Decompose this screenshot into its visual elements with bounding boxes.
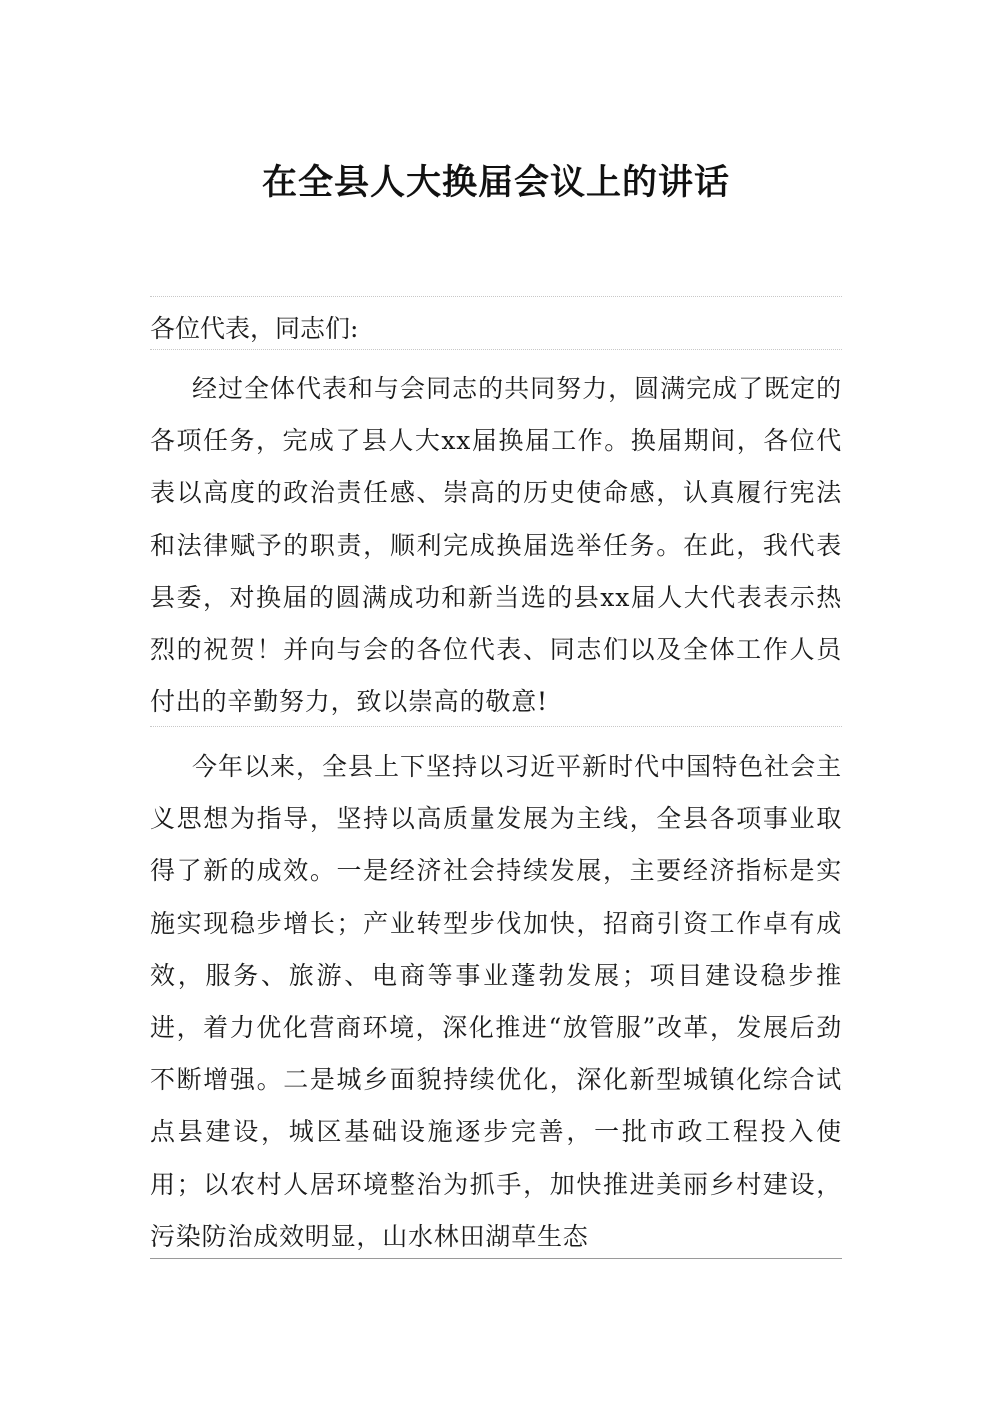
salutation: 各位代表，同志们: <box>150 314 359 343</box>
paragraph-1: 经过全体代表和与会同志的共同努力，圆满完成了既定的各项任务，完成了县人大xx届换届工作。换届期间，各位代表以高度的政治责任感、崇高的历史使命感，认真履行宪法和法律赋予的职责，顺利完成换届选举任务。在此，我代表县委，对换届的圆满成功和新当选的县xx届人大代表表示热烈的祝贺！并向与会的各位代表、同志们以及全体工作人员付出的辛勤努力，致以崇高的敬意! <box>150 374 842 717</box>
divider-top <box>150 296 842 297</box>
divider-after-paragraph-1 <box>150 726 842 727</box>
page-bottom-rule <box>150 1258 842 1259</box>
divider-after-salutation <box>150 349 842 350</box>
document-title: 在全县人大换届会议上的讲话 <box>261 162 730 203</box>
paragraph-2: 今年以来，全县上下坚持以习近平新时代中国特色社会主义思想为指导，坚持以高质量发展为主线，全县各项事业取得了新的成效。一是经济社会持续发展，主要经济指标是实施实现稳步增长；产业转型步伐加快，招商引资工作卓有成效，服务、旅游、电商等事业蓬勃发展；项目建设稳步推进，着力优化营商环境，深化推进“放管服”改革，发展后劲不断增强。二是城乡面貌持续优化，深化新型城镇化综合试点县建设，城区基础设施逐步完善，一批市政工程投入使用；以农村人居环境整治为抓手，加快推进美丽乡村建设，污染防治成效明显，山水林田湖草生态 <box>150 752 842 1251</box>
